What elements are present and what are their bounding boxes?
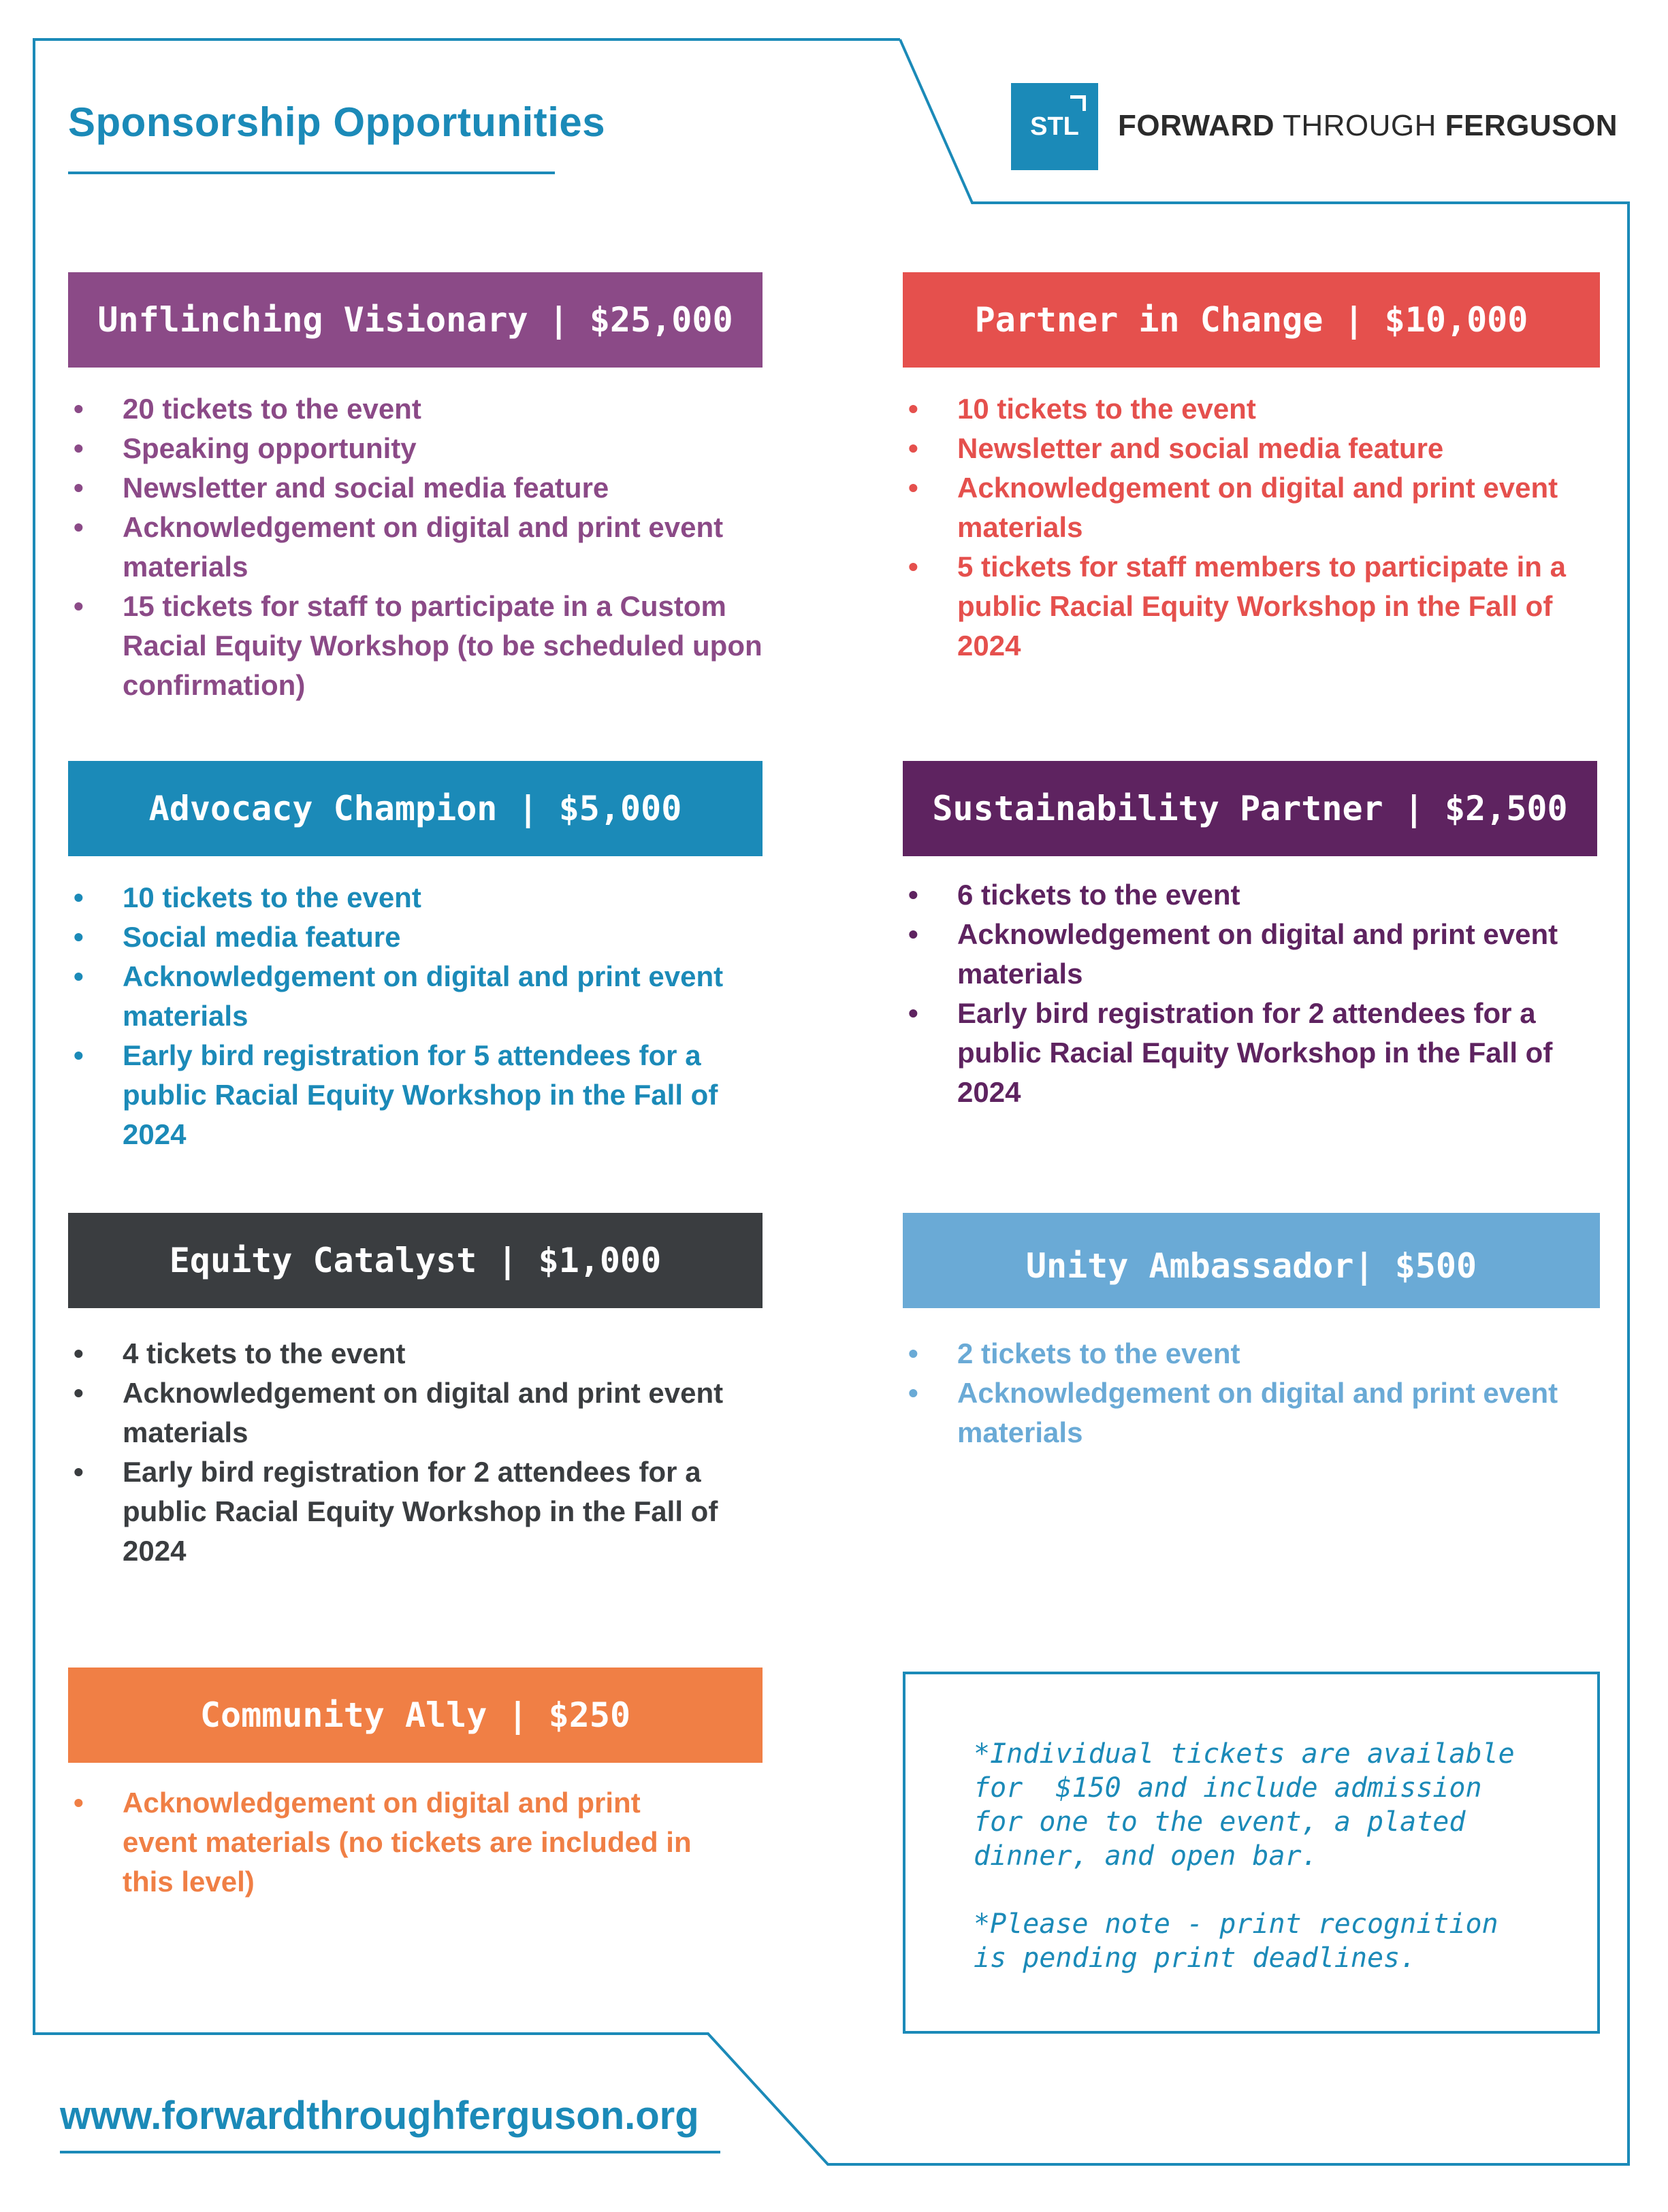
bullet-icon: • (74, 511, 84, 543)
benefit-text: Newsletter and social media feature (957, 432, 1444, 464)
benefit-item (68, 1373, 763, 1452)
benefit-text: 6 tickets to the event (957, 879, 1240, 911)
tier-advocacy-champion (68, 761, 763, 1154)
benefit-text: Acknowledgement on digital and print event materials (957, 472, 1558, 543)
page-title: Sponsorship Opportunities (68, 99, 606, 145)
benefit-text: Acknowledgement on digital and print event materials (957, 1377, 1558, 1448)
benefit-item (903, 1373, 1600, 1452)
bullet-icon: • (74, 1337, 84, 1369)
benefit-text: Acknowledgement on digital and print event materials (123, 511, 724, 583)
bullet-icon: • (908, 997, 918, 1029)
benefit-text: 4 tickets to the event (123, 1337, 406, 1369)
tier-equity-catalyst (68, 1213, 763, 1571)
benefit-text: Acknowledgement on digital and print event materials (123, 960, 724, 1032)
print-recognition-note: *Please note - print recognition is pending print deadlines. (974, 1908, 1498, 1974)
benefit-text: Speaking opportunity (123, 432, 417, 464)
benefit-text: Acknowledgement on digital and print event materials (no tickets are included in this level) (123, 1787, 692, 1898)
benefit-item (68, 1334, 763, 1373)
benefit-item (68, 957, 763, 1036)
benefit-item (903, 429, 1600, 468)
bullet-icon: • (74, 1039, 84, 1071)
tier-header: Sustainability Partner | $2,500 (903, 761, 1597, 856)
benefit-item (903, 875, 1597, 915)
benefit-item (68, 389, 790, 429)
tier-community-ally (68, 1668, 694, 1902)
benefit-item (903, 915, 1597, 994)
tier-header: Equity Catalyst | $1,000 (68, 1213, 763, 1308)
tier-unflinching-visionary (68, 272, 763, 705)
tier-benefits-list (68, 1783, 694, 1902)
logo-word-forward: FORWARD (1118, 109, 1275, 142)
benefit-text: Early bird registration for 2 attendees for a public Racial Equity Workshop in the Fall of 2024 (957, 997, 1553, 1108)
title-underline (68, 172, 555, 174)
benefit-text: 5 tickets for staff members to participate in a public Racial Equity Workshop in the Fall of 2024 (957, 551, 1566, 662)
logo-mark-text: STL (1030, 112, 1079, 141)
tier-benefits-list (68, 1334, 763, 1571)
benefit-item (903, 994, 1597, 1112)
tier-benefits-list (903, 875, 1597, 1112)
benefit-text: Acknowledgement on digital and print event materials (957, 918, 1558, 990)
bullet-icon: • (908, 393, 918, 425)
benefit-item (68, 1452, 763, 1571)
logo-word-through: THROUGH (1282, 109, 1437, 142)
benefit-item (68, 508, 790, 587)
benefit-text: 15 tickets for staff to participate in a Custom Racial Equity Workshop (to be scheduled upon confirmation) (123, 590, 763, 701)
bullet-icon: • (908, 472, 918, 504)
benefit-text: 2 tickets to the event (957, 1337, 1240, 1369)
bullet-icon: • (74, 921, 84, 953)
benefit-text: Newsletter and social media feature (123, 472, 609, 504)
tier-unity-ambassador (903, 1213, 1600, 1452)
bullet-icon: • (908, 1377, 918, 1409)
tier-benefits-list (68, 389, 790, 705)
benefit-item (68, 878, 763, 917)
benefit-item (68, 917, 763, 957)
bullet-icon: • (74, 960, 84, 992)
benefit-text: Social media feature (123, 921, 401, 953)
benefit-text: Early bird registration for 2 attendees for a public Racial Equity Workshop in the Fall of 2024 (123, 1456, 718, 1567)
logo-corner-icon (1070, 95, 1086, 111)
website-underline (60, 2151, 720, 2153)
logo-word-ferguson: FERGUSON (1445, 109, 1618, 142)
individual-ticket-note: *Individual tickets are available for $150 and include admission for one to the event, a plated dinner, and open bar. (974, 1738, 1515, 1872)
benefit-text: 10 tickets to the event (957, 393, 1256, 425)
benefit-item (68, 587, 790, 705)
benefit-item (68, 429, 790, 468)
tier-benefits-list (68, 878, 763, 1154)
tier-header: Partner in Change | $10,000 (903, 272, 1600, 368)
bullet-icon: • (74, 432, 84, 464)
bullet-icon: • (74, 393, 84, 425)
tier-header: Unity Ambassador| $500 (903, 1213, 1600, 1308)
bullet-icon: • (908, 1337, 918, 1369)
bullet-icon: • (908, 432, 918, 464)
benefit-item (68, 468, 790, 508)
benefit-item (903, 468, 1600, 547)
bullet-icon: • (908, 918, 918, 950)
tier-sustainability-partner (903, 761, 1597, 1112)
tier-benefits-list (903, 389, 1600, 666)
tier-header: Unflinching Visionary | $25,000 (68, 272, 763, 368)
ticket-note-box (903, 1672, 1600, 2034)
bullet-icon: • (74, 1787, 84, 1819)
tier-header: Community Ally | $250 (68, 1668, 763, 1763)
benefit-item (68, 1036, 763, 1154)
logo-wordmark (1118, 109, 1618, 143)
tier-partner-in-change (903, 272, 1600, 666)
bullet-icon: • (74, 1456, 84, 1488)
benefit-item (903, 547, 1600, 666)
bullet-icon: • (74, 881, 84, 913)
website-link[interactable]: www.forwardthroughferguson.org (60, 2094, 699, 2138)
benefit-text: Early bird registration for 5 attendees for a public Racial Equity Workshop in the Fall of 2024 (123, 1039, 718, 1150)
benefit-text: 20 tickets to the event (123, 393, 421, 425)
bullet-icon: • (74, 1377, 84, 1409)
benefit-text: 10 tickets to the event (123, 881, 421, 913)
bullet-icon: • (74, 590, 84, 622)
tier-header: Advocacy Champion | $5,000 (68, 761, 763, 856)
benefit-text: Acknowledgement on digital and print event materials (123, 1377, 724, 1448)
benefit-item (68, 1783, 694, 1902)
bullet-icon: • (908, 551, 918, 583)
benefit-item (903, 1334, 1600, 1373)
stl-logo-mark (1011, 83, 1098, 170)
bullet-icon: • (74, 472, 84, 504)
benefit-item (903, 389, 1600, 429)
tier-benefits-list (903, 1334, 1600, 1452)
bullet-icon: • (908, 879, 918, 911)
